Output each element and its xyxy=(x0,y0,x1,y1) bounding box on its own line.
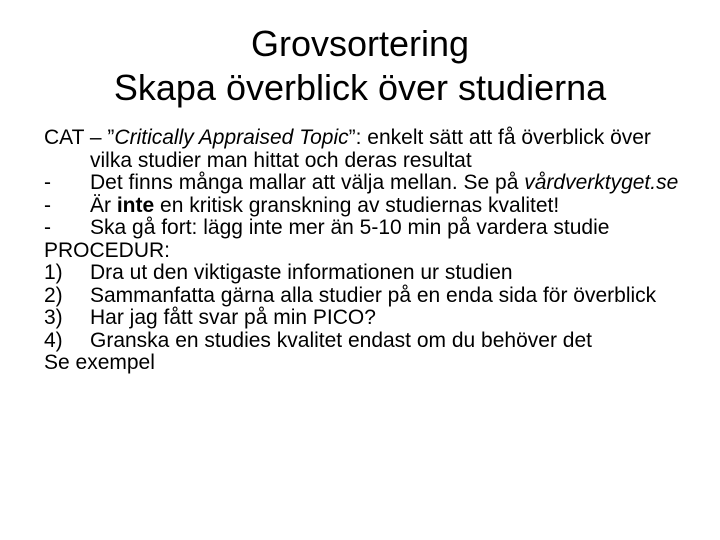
step-marker: 3) xyxy=(44,306,63,329)
slide-body xyxy=(44,127,684,375)
step-marker: 2) xyxy=(44,283,63,307)
bullet-text: Det finns många mallar att välja mellan. Se på xyxy=(90,171,525,194)
procedure-step xyxy=(44,330,684,353)
bullet-text: Ska gå fort: lägg inte mer än 5-10 min på vardera studie xyxy=(90,216,610,239)
step-marker: 1) xyxy=(44,261,63,284)
title-line-2: Skapa överblick över studierna xyxy=(113,67,607,108)
title-line-1: Grovsortering xyxy=(250,23,470,64)
cat-definition xyxy=(44,127,684,172)
bullet-item xyxy=(44,172,684,195)
procedure-step xyxy=(44,262,684,285)
bullet-item xyxy=(44,217,684,240)
example-link[interactable]: Se exempel xyxy=(44,351,155,374)
bullet-strong: inte xyxy=(116,193,155,217)
cat-prefix: CAT – ” xyxy=(44,126,115,149)
step-text: Sammanfatta gärna alla studier på en enda sida för överblick xyxy=(90,283,657,307)
bullet-marker: - xyxy=(44,171,51,194)
cat-suffix: ”: enkelt sätt att få överblick över vilka studier man hittat och deras resultat xyxy=(90,126,651,172)
bullet-marker: - xyxy=(44,216,51,239)
bullet-link-text: vårdverktyget.se xyxy=(524,171,679,194)
bullet-text-pre: Är xyxy=(90,193,117,217)
step-text: Har jag fått svar på min PICO? xyxy=(90,306,376,329)
bullet-text-post: en kritisk granskning av studiernas kvalitet! xyxy=(154,193,560,217)
step-text: Granska en studies kvalitet endast om du behöver det xyxy=(90,328,592,352)
procedure-step xyxy=(44,307,684,330)
step-marker: 4) xyxy=(44,328,63,352)
bullet-item xyxy=(44,195,684,218)
slide-title xyxy=(0,22,720,110)
procedure-heading: PROCEDUR: xyxy=(44,238,171,262)
cat-term: Critically Appraised Topic xyxy=(114,126,349,149)
step-text: Dra ut den viktigaste informationen ur studien xyxy=(90,261,513,284)
bullet-marker: - xyxy=(44,193,51,217)
procedure-step xyxy=(44,285,684,308)
